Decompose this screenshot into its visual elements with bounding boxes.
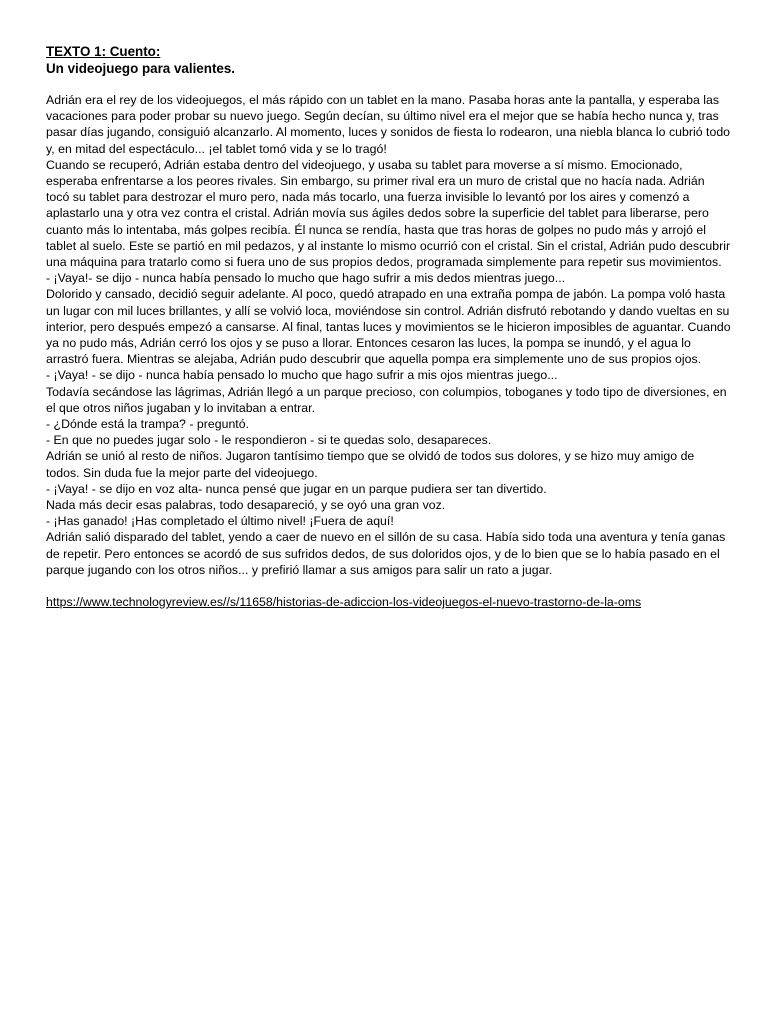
story-body	[46, 92, 731, 578]
paragraph-12: - ¡Has ganado! ¡Has completado el último nivel! ¡Fuera de aquí!	[46, 514, 394, 529]
paragraph-1: Adrián era el rey de los videojuegos, el más rápido con un tablet en la mano. Pasaba horas ante la pantalla, y esperaba las vacaciones para poder probar su nuevo juego. Según decían, su último nivel era el mejor que se había hecho nunca y, tras pasar días jugando, consiguió alcanzarlo. Al momento, luces y sonidos de fiesta lo rodearon, una niebla blanca lo cubrió todo y, en mitad del espectáculo... ¡el tablet tomó vida y se lo tragó!	[46, 93, 731, 156]
document-page	[46, 43, 731, 611]
paragraph-11: Nada más decir esas palabras, todo desapareció, y se oyó una gran voz.	[46, 498, 446, 513]
story-title: Un videojuego para valientes.	[46, 61, 236, 76]
paragraph-8: - En que no puedes jugar solo - le respondieron - si te quedas solo, desapareces.	[46, 433, 492, 448]
paragraph-10: - ¡Vaya! - se dijo en voz alta- nunca pensé que jugar en un parque pudiera ser tan divertido.	[46, 481, 547, 496]
paragraph-7: - ¿Dónde está la trampa? - preguntó.	[46, 417, 250, 432]
paragraph-13: Adrián salió disparado del tablet, yendo a caer de nuevo en el sillón de su casa. Había sido toda una aventura y tenía ganas de repetir. Pero entonces se acordó de sus sufridos dedos, de sus doloridos ojos, y de lo bien que se lo había pasado en el parque jugando con los otros niños... y prefirió llamar a sus amigos para salir un rato a jugar.	[46, 530, 726, 577]
section-heading: TEXTO 1: Cuento:	[46, 44, 161, 59]
paragraph-5: - ¡Vaya! - se dijo - nunca había pensado lo mucho que hago sufrir a mis ojos mientras juego...	[46, 368, 558, 383]
paragraph-9: Adrián se unió al resto de niños. Jugaron tantísimo tiempo que se olvidó de todos sus dolores, y se hizo muy amigo de todos. Sin duda fue la mejor parte del videojuego.	[46, 449, 695, 480]
paragraph-3: - ¡Vaya!- se dijo - nunca había pensado lo mucho que hago sufrir a mis dedos mientras juego...	[46, 271, 566, 286]
paragraph-6: Todavía secándose las lágrimas, Adrián llegó a un parque precioso, con columpios, toboganes y todo tipo de diversiones, en el que otros niños jugaban y lo invitaban a entrar.	[46, 384, 727, 415]
paragraph-4: Dolorido y cansado, decidió seguir adelante. Al poco, quedó atrapado en una extraña pompa de jabón. La pompa voló hasta un lugar con mil luces brillantes, y allí se volvió loca, moviéndose sin control. Adrián disfrutó rebotando y dando vueltas en su interior, pero después empezó a cansarse. Al final, tantas luces y movimientos se le hicieron imposibles de aguantar. Cuando ya no pudo más, Adrián cerró los ojos y se puso a llorar. Entonces cesaron las luces, la pompa se inundó, y el agua lo arrastró fuera. Mientras se alejaba, Adrián pudo descubrir que aquella pompa era simplemente uno de sus propios ojos.	[46, 287, 731, 367]
paragraph-2: Cuando se recuperó, Adrián estaba dentro del videojuego, y usaba su tablet para moverse a sí mismo. Emocionado, esperaba enfrentarse a los peores rivales. Sin embargo, su primer rival era un muro de cristal que no hacía nada. Adrián tocó su tablet para destrozar el muro pero, nada más tocarlo, una fuerza invisible lo levantó por los aires y comenzó a aplastarlo una y otra vez contra el cristal. Adrián movía sus ágiles dedos sobre la superficie del tablet para liberarse, pero cuanto más lo intentaba, más golpes recibía. Él nunca se rendía, hasta que tras horas de golpes no pudo más y arrojó el tablet al suelo. Este se partió en mil pedazos, y al instante lo mismo ocurrió con el cristal. Sin el cristal, Adrián pudo descubrir una máquina para tratarlo como si fuera uno de sus propios dedos, programada simplemente para repetir sus movimientos.	[46, 157, 731, 270]
source-link[interactable]: https://www.technologyreview.es//s/11658/historias-de-adiccion-los-videojuegos-el-nuevo-trastorno-de-la-oms	[46, 595, 642, 610]
